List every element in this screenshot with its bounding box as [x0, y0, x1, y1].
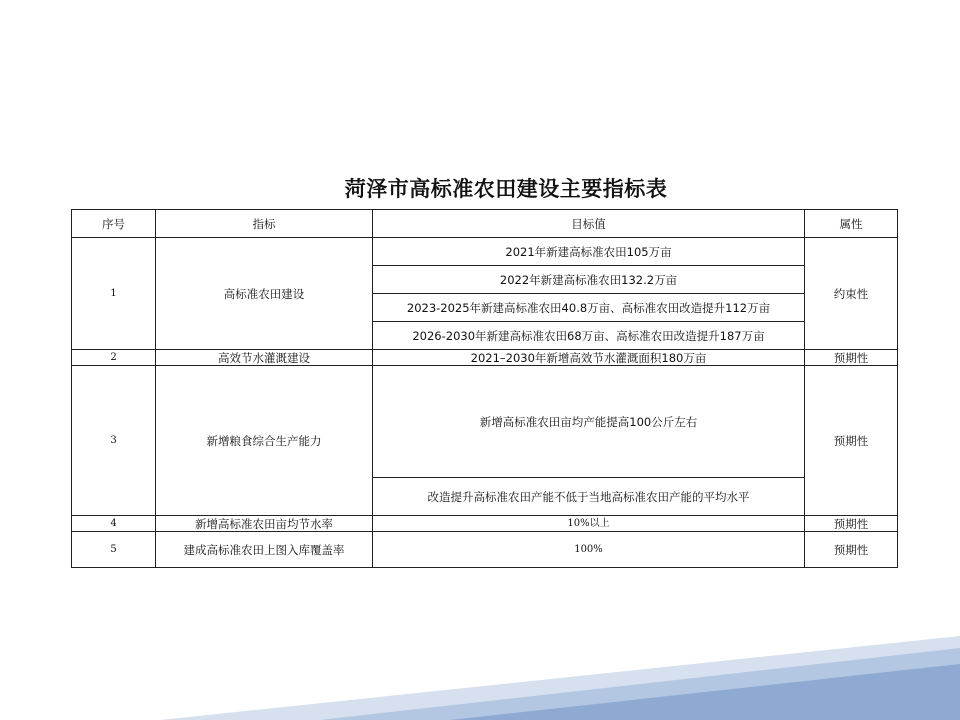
- row-indicator: 新增粮食综合生产能力: [156, 366, 373, 516]
- row-attribute: 预期性: [805, 350, 898, 366]
- row-attribute: 预期性: [805, 532, 898, 568]
- table-row: [72, 238, 898, 266]
- row-target: 2026-2030年新建高标准农田68万亩、高标准农田改造提升187万亩: [373, 322, 805, 350]
- row-target: 2022年新建高标准农田132.2万亩: [373, 266, 805, 294]
- row-target: 10%以上: [373, 516, 805, 532]
- row-attribute: 约束性: [805, 238, 898, 350]
- row-target: 2021–2030年新增高效节水灌溉面积180万亩: [373, 350, 805, 366]
- row-attribute: 预期性: [805, 366, 898, 516]
- header-attribute: 属性: [805, 210, 898, 238]
- page-title: 菏泽市高标准农田建设主要指标表: [344, 176, 668, 201]
- indicator-table: [71, 209, 898, 568]
- row-target: 改造提升高标准农田产能不低于当地高标准农田产能的平均水平: [373, 478, 805, 516]
- table-row: [72, 350, 898, 366]
- row-seq: 4: [72, 516, 156, 532]
- header-seq: 序号: [72, 210, 156, 238]
- band-light: [160, 636, 960, 720]
- table-row: [72, 532, 898, 568]
- band-dark: [450, 664, 960, 720]
- row-indicator: 新增高标准农田亩均节水率: [156, 516, 373, 532]
- row-target: 新增高标准农田亩均产能提高100公斤左右: [373, 366, 805, 478]
- table-header-row: [72, 210, 898, 238]
- row-indicator: 建成高标准农田上图入库覆盖率: [156, 532, 373, 568]
- band-mid: [320, 648, 960, 720]
- table-row: [72, 366, 898, 478]
- row-attribute: 预期性: [805, 516, 898, 532]
- row-seq: 3: [72, 366, 156, 516]
- table-row: [72, 516, 898, 532]
- row-seq: 5: [72, 532, 156, 568]
- row-seq: 1: [72, 238, 156, 350]
- header-indicator: 指标: [156, 210, 373, 238]
- row-indicator: 高效节水灌溉建设: [156, 350, 373, 366]
- row-indicator: 高标准农田建设: [156, 238, 373, 350]
- row-seq: 2: [72, 350, 156, 366]
- row-target: 100%: [373, 532, 805, 568]
- row-target: 2023-2025年新建高标准农田40.8万亩、高标准农田改造提升112万亩: [373, 294, 805, 322]
- header-target: 目标值: [373, 210, 805, 238]
- row-target: 2021年新建高标准农田105万亩: [373, 238, 805, 266]
